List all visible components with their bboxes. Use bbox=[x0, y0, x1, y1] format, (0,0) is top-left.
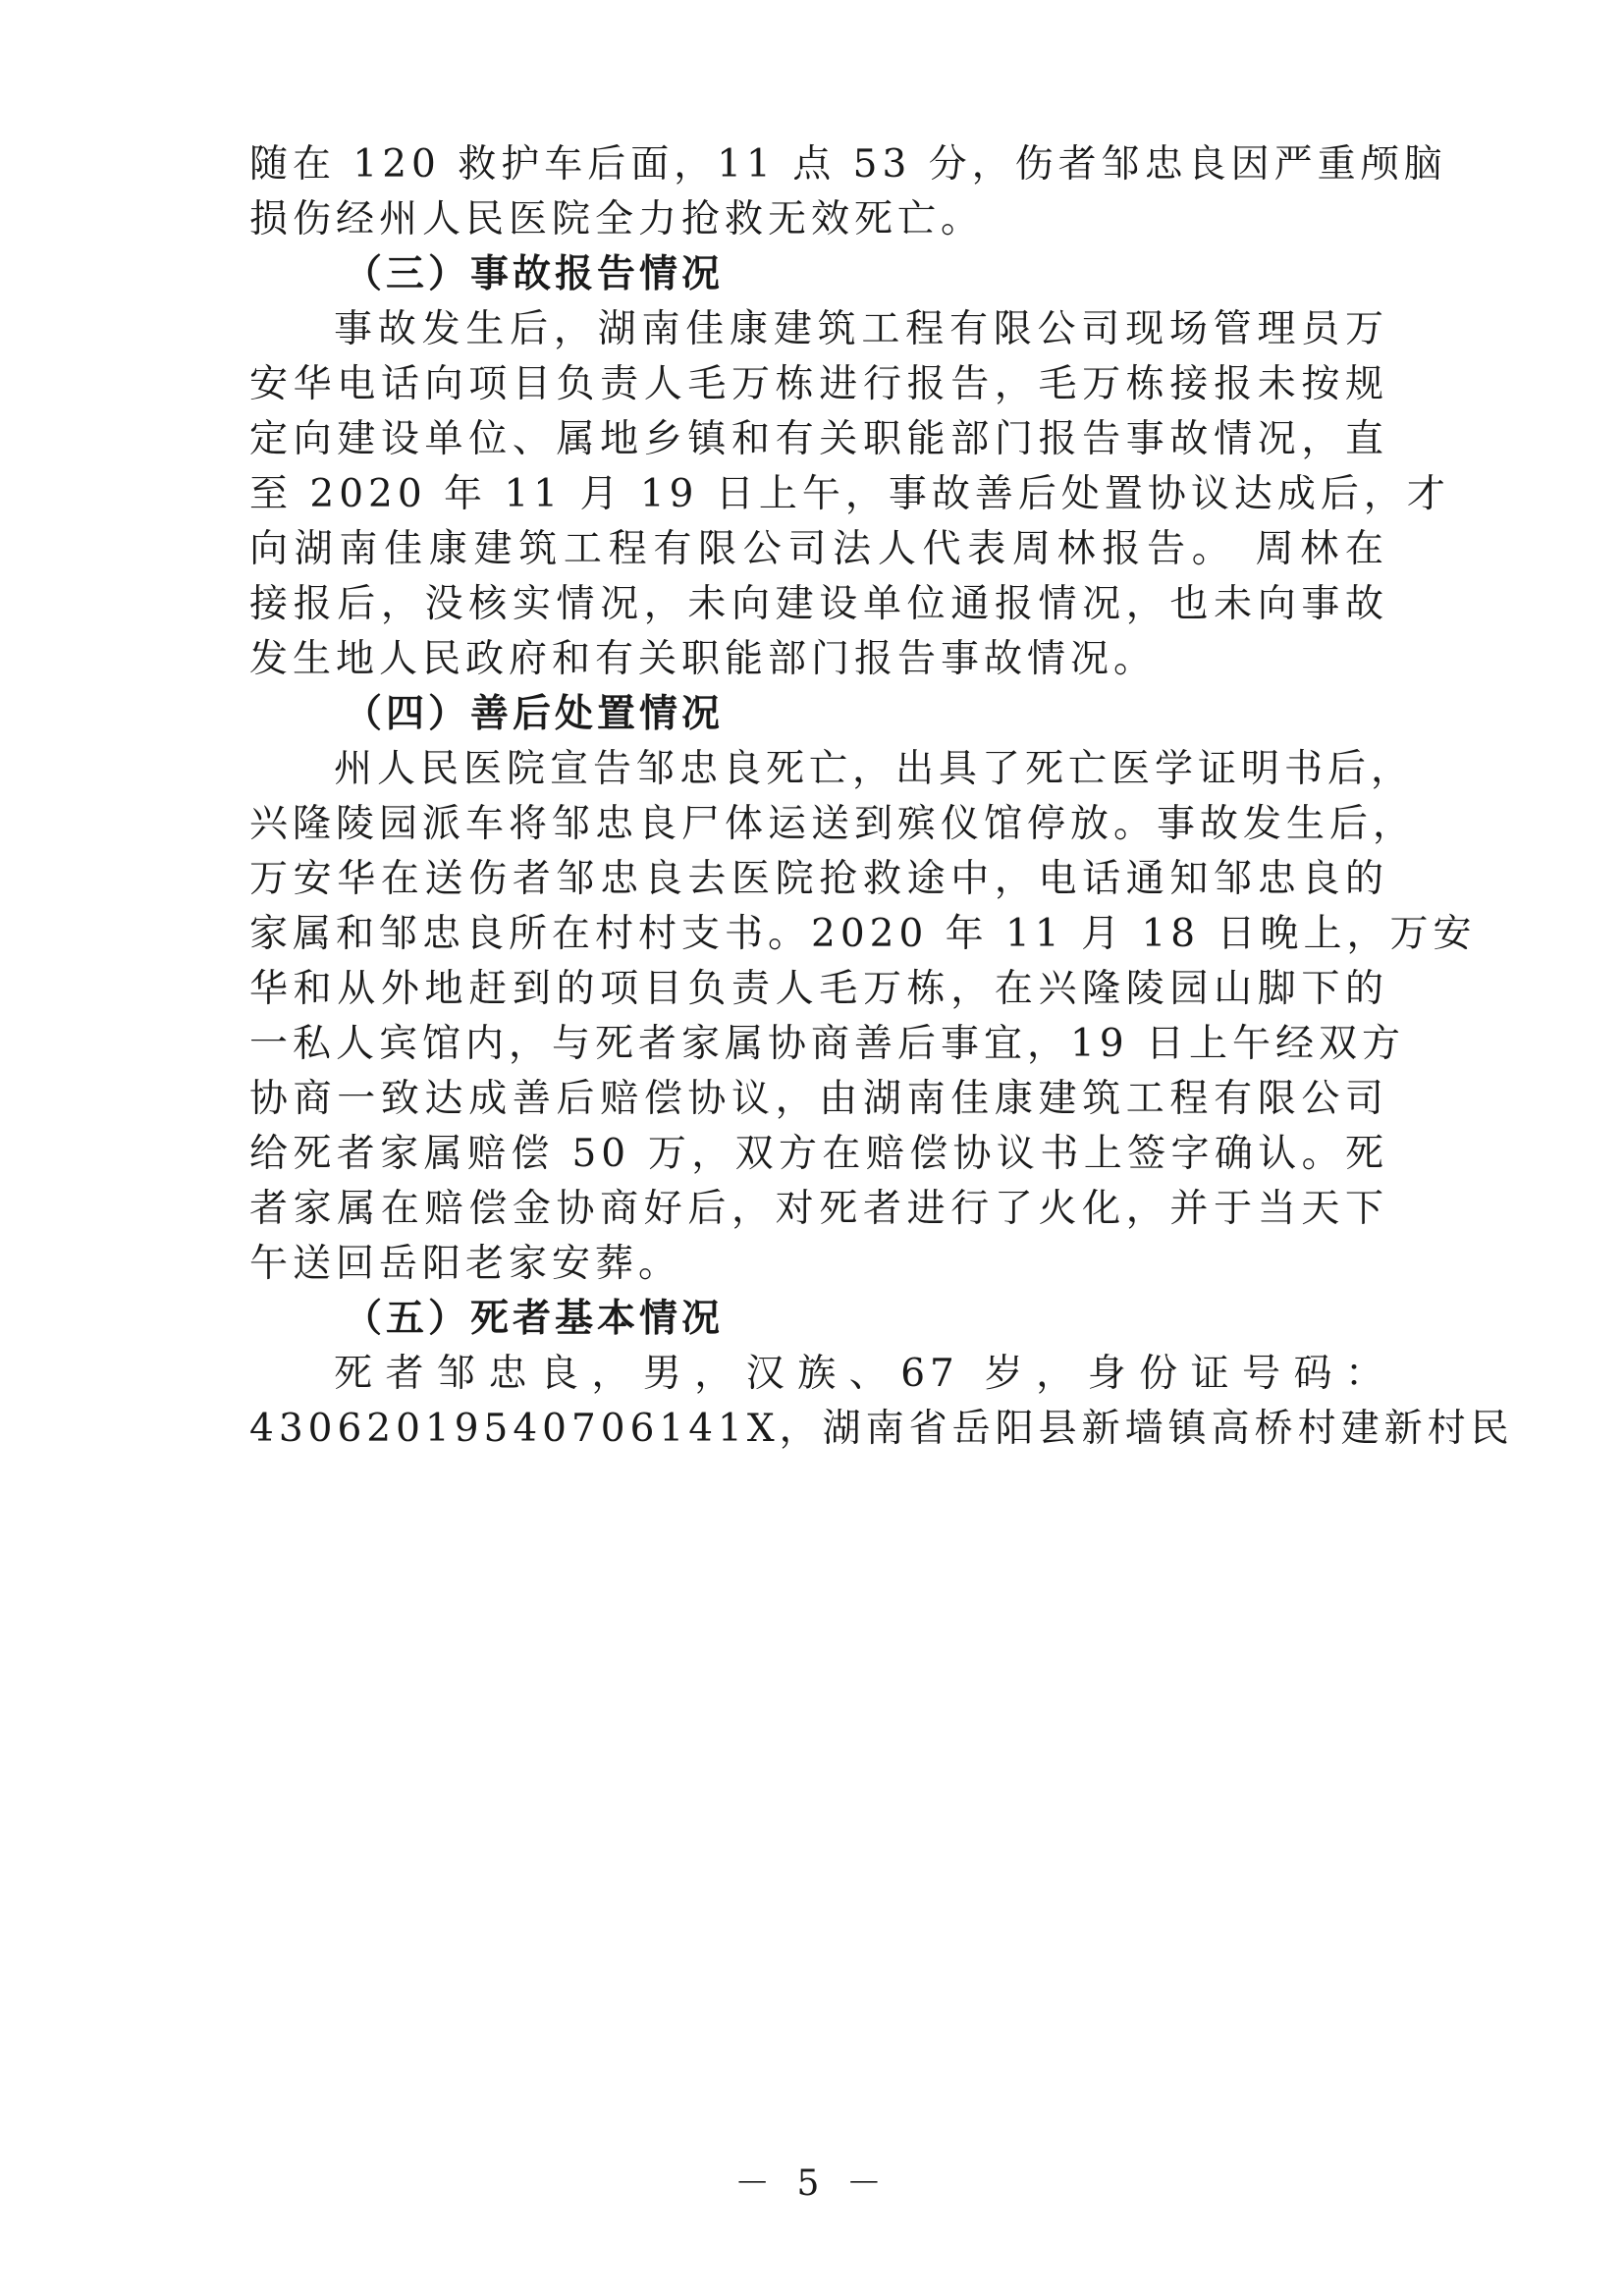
paragraph-line: 一私人宾馆内，与死者家属协商善后事宜，19 日上午经双方 bbox=[249, 1022, 1406, 1066]
paragraph-line: 兴隆陵园派车将邹忠良尸体运送到殡仪馆停放。事故发生后， bbox=[249, 802, 1417, 846]
paragraph-line: 死者邹忠良，男，汉族、67 岁，身份证号码： bbox=[334, 1352, 1388, 1396]
paragraph-line: 随在 120 救护车后面，11 点 53 分，伤者邹忠良因严重颅脑 bbox=[249, 142, 1447, 187]
section-heading: （四）善后处置情况 bbox=[344, 692, 725, 736]
paragraph-line: 43062019540706141X，湖南省岳阳县新墙镇高桥村建新村民 bbox=[249, 1407, 1514, 1451]
paragraph-line: 至 2020 年 11 月 19 日上午，事故善后处置协议达成后，才 bbox=[249, 472, 1450, 516]
paragraph-line: 定向建设单位、属地乡镇和有关职能部门报告事故情况，直 bbox=[249, 417, 1388, 461]
paragraph-line: 发生地人民政府和有关职能部门报告事故情况。 bbox=[249, 637, 1158, 681]
section-heading: （三）事故报告情况 bbox=[344, 252, 725, 296]
paragraph-line: 协商一致达成善后赔偿协议，由湖南佳康建筑工程有限公司 bbox=[249, 1077, 1388, 1121]
paragraph-line: 者家属在赔偿金协商好后，对死者进行了火化，并于当天下 bbox=[249, 1187, 1388, 1231]
paragraph-line: 州人民医院宣告邹忠良死亡，出具了死亡医学证明书后， bbox=[334, 747, 1415, 791]
section-heading: （五）死者基本情况 bbox=[344, 1297, 725, 1341]
paragraph-line: 午送回岳阳老家安葬。 bbox=[249, 1242, 682, 1286]
paragraph-line: 家属和邹忠良所在村村支书。2020 年 11 月 18 日晚上，万安 bbox=[249, 912, 1477, 956]
paragraph-line: 万安华在送伤者邹忠良去医院抢救途中，电话通知邹忠良的 bbox=[249, 857, 1388, 901]
paragraph-line: 给死者家属赔偿 50 万，双方在赔偿协议书上签字确认。死 bbox=[249, 1132, 1388, 1176]
paragraph-line: 损伤经州人民医院全力抢救无效死亡。 bbox=[249, 197, 985, 241]
paragraph-line: 华和从外地赶到的项目负责人毛万栋，在兴隆陵园山脚下的 bbox=[249, 967, 1388, 1011]
paragraph-line: 事故发生后，湖南佳康建筑工程有限公司现场管理员万 bbox=[334, 307, 1388, 351]
paragraph-line: 接报后，没核实情况，未向建设单位通报情况，也未向事故 bbox=[249, 582, 1388, 626]
paragraph-line: 安华电话向项目负责人毛万栋进行报告，毛万栋接报未按规 bbox=[249, 362, 1388, 406]
paragraph-line: 向湖南佳康建筑工程有限公司法人代表周林报告。 周林在 bbox=[249, 527, 1388, 571]
page-number: － 5 － bbox=[734, 2163, 890, 2204]
